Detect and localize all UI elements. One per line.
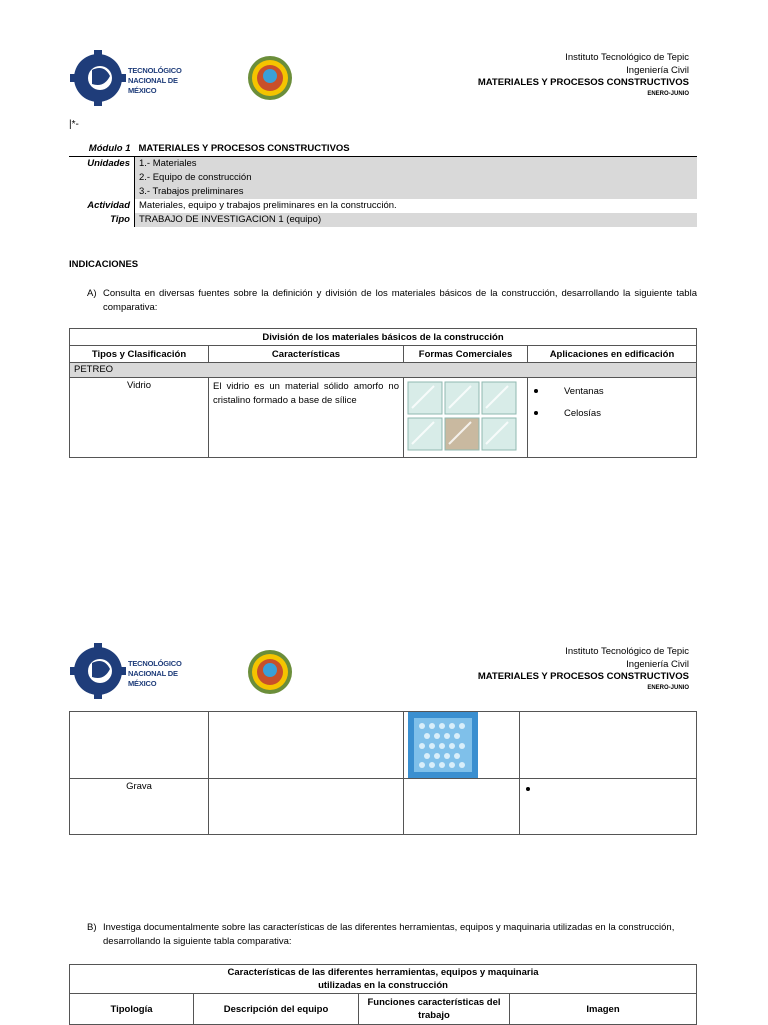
glass-block-icon — [408, 712, 478, 778]
period: ENERO-JUNIO — [647, 684, 689, 691]
col-tipos: Tipos y Clasificación — [70, 346, 209, 363]
row-vidrio-aplicaciones — [528, 378, 697, 458]
aplicacion-ventanas: Ventanas — [564, 385, 604, 397]
subject-name: MATERIALES Y PROCESOS CONSTRUCTIVOS — [477, 77, 689, 88]
glass-block-image — [404, 712, 520, 779]
col-aplicaciones: Aplicaciones en edificación — [528, 346, 697, 363]
row-grava-tipo: Grava — [70, 779, 209, 835]
bullet-icon — [534, 411, 538, 415]
logo-line1: TECNOLÓGICO — [128, 66, 182, 75]
logo-line1: TECNOLÓGICO — [128, 659, 182, 668]
logo-line2: NACIONAL DE MÉXICO — [128, 669, 178, 688]
item-a-text: Consulta en diversas fuentes sobre la definición y división de los materiales básicos de la construcción, desarrollando la siguiente tabla comparativa: — [103, 288, 697, 313]
tnm-logo — [70, 50, 200, 106]
col-funciones: Funciones características del trabajo — [359, 994, 510, 1025]
logo-line2: NACIONAL DE MÉXICO — [128, 76, 178, 95]
row-vidrio-tipo: Vidrio — [70, 378, 209, 458]
item-b-letter: B) — [87, 922, 97, 933]
bullet-icon — [534, 389, 538, 393]
institute-name: Instituto Tecnológico de Tepic — [565, 52, 689, 63]
equipment-table — [69, 964, 697, 1025]
bullet-icon — [526, 787, 530, 791]
equipment-title-line2: utilizadas en la construcción — [318, 980, 448, 991]
col-imagen: Imagen — [510, 994, 697, 1025]
aplicacion-item — [532, 402, 692, 424]
institute-name: Instituto Tecnológico de Tepic — [565, 646, 689, 657]
aplicacion-item — [524, 781, 692, 797]
col-descripcion: Descripción del equipo — [194, 994, 359, 1025]
tepic-seal — [247, 649, 293, 695]
col-formas: Formas Comerciales — [404, 346, 528, 363]
module-info-table — [69, 142, 697, 227]
row-vidrio-caracteristicas: El vidrio es un material sólido amorfo no cristalino formado a base de sílice — [209, 378, 404, 458]
row-grava-aplicaciones — [520, 779, 697, 835]
aplicacion-celosias: Celosías — [564, 407, 601, 419]
indicaciones-heading: INDICACIONES — [69, 259, 139, 270]
item-a-letter: A) — [87, 288, 97, 299]
equipment-table-title — [70, 965, 697, 994]
actividad-label: Actividad — [69, 199, 135, 213]
unidad-1: 1.- Materiales — [135, 157, 698, 172]
subject-name: MATERIALES Y PROCESOS CONSTRUCTIVOS — [477, 671, 689, 682]
tipo-label: Tipo — [69, 213, 135, 227]
tipo-value: TRABAJO DE INVESTIGACION 1 (equipo) — [135, 213, 698, 227]
modulo-value: MATERIALES Y PROCESOS CONSTRUCTIVOS — [138, 143, 350, 154]
modulo-label: Módulo 1 — [88, 143, 131, 154]
col-tipologia: Tipología — [70, 994, 194, 1025]
tnm-gear-icon — [70, 643, 126, 699]
glass-samples-grid — [404, 378, 521, 454]
page-header-info — [478, 646, 689, 693]
group-petreo: PETREO — [70, 363, 697, 378]
materials-table — [69, 328, 697, 458]
tnm-gear-icon — [70, 50, 126, 106]
tepic-seal — [247, 55, 293, 101]
career-name: Ingeniería Civil — [626, 658, 689, 670]
col-caracteristicas: Características — [209, 346, 404, 363]
unidad-2: 2.- Equipo de construcción — [135, 171, 698, 185]
glass-types-image — [404, 378, 528, 458]
cursor-text: |*- — [69, 119, 79, 130]
materials-table-title: División de los materiales básicos de la construcción — [70, 329, 697, 346]
period: ENERO-JUNIO — [647, 90, 689, 97]
page-header-info — [478, 52, 689, 99]
unidad-3: 3.- Trabajos preliminares — [135, 185, 698, 199]
career-name: Ingeniería Civil — [626, 64, 689, 76]
aplicacion-item — [532, 380, 692, 402]
actividad-value: Materiales, equipo y trabajos preliminares en la construcción. — [139, 200, 397, 211]
tnm-logo — [70, 643, 200, 699]
materials-table-continued — [69, 711, 697, 835]
unidades-label: Unidades — [69, 157, 135, 172]
equipment-title-line1: Características de las diferentes herramientas, equipos y maquinaria — [227, 967, 539, 978]
item-b-text: Investiga documentalmente sobre las características de las diferentes herramientas, equipos y maquinaria utilizadas en la construcción, desarrollando la siguiente tabla comparativa: — [103, 922, 675, 947]
